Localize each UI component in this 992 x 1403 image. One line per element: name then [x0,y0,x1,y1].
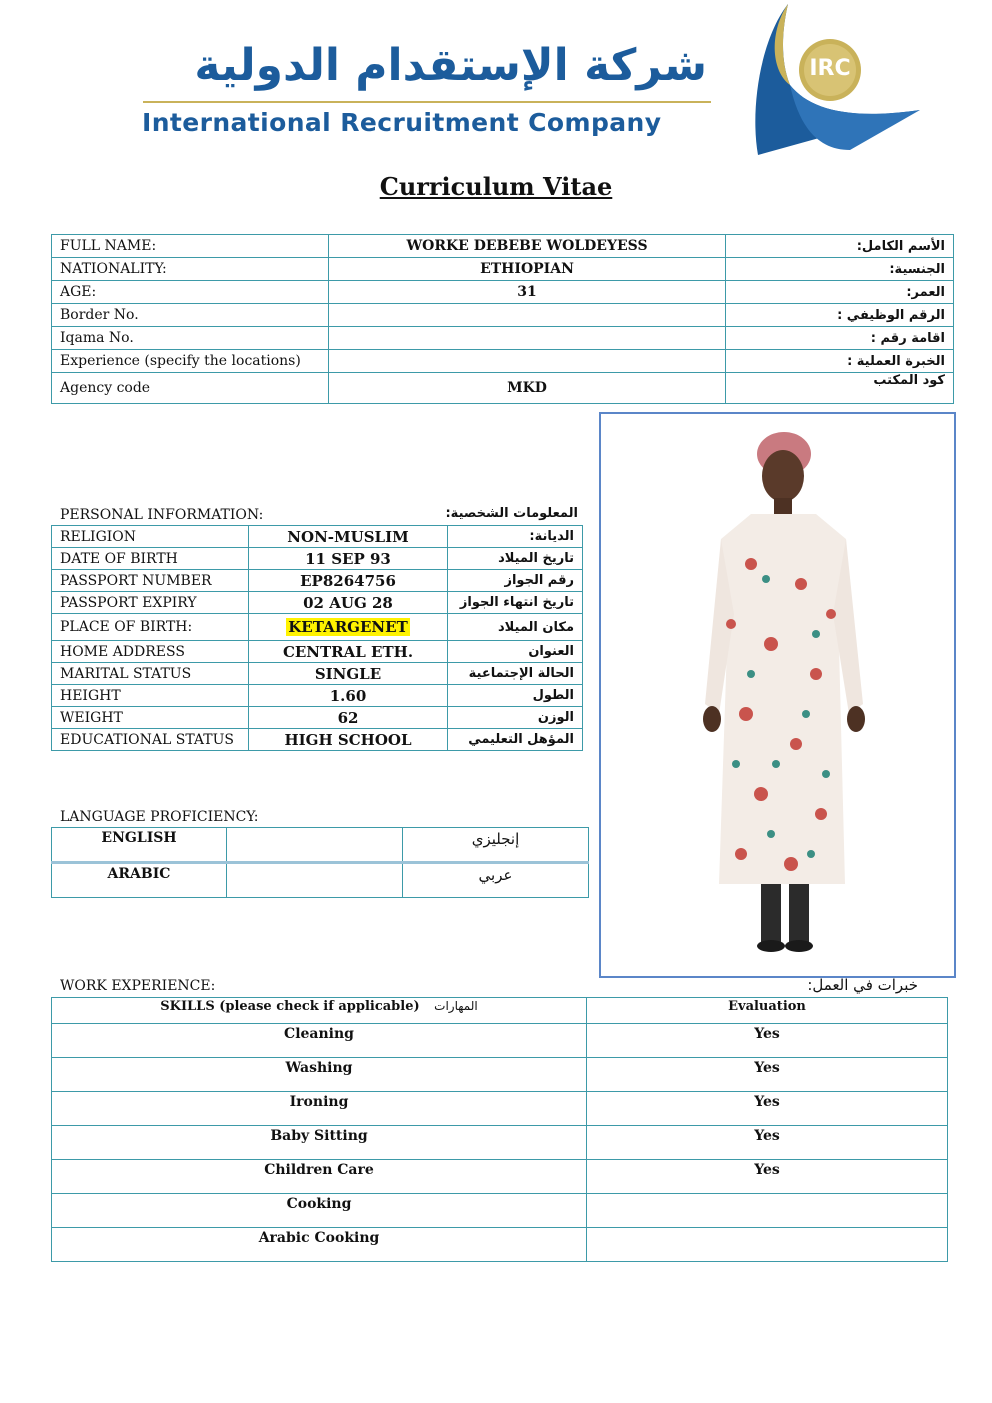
personal-field-label: HEIGHT [52,685,249,707]
table-row [52,281,954,304]
experience-label: Experience (specify the locations) [52,350,329,373]
skill-evaluation [587,1194,948,1228]
personal-field-value-text: EP8264756 [300,571,396,590]
skill-name: Arabic Cooking [52,1228,587,1262]
personal-info-table [51,525,583,751]
experience-value [329,350,726,373]
applicant-photo [599,412,956,978]
company-name-english: International Recruitment Company [142,108,662,137]
table-row [52,863,589,898]
personal-field-label: PASSPORT EXPIRY [52,592,249,614]
nationality-label: NATIONALITY: [52,258,329,281]
iqama-label: Iqama No. [52,327,329,350]
personal-field-value-text: NON-MUSLIM [287,527,409,546]
skill-name: Cooking [52,1194,587,1228]
personal-field-label: PASSPORT NUMBER [52,570,249,592]
skills-header [52,998,587,1024]
language-table [51,827,589,898]
personal-field-value-text: CENTRAL ETH. [282,642,414,661]
personal-field-arabic: الطول [448,685,583,707]
skills-header-label: SKILLS (please check if applicable) [160,999,420,1014]
table-row [52,1194,948,1228]
skill-name: Ironing [52,1092,587,1126]
skill-name: Children Care [52,1160,587,1194]
language-level [227,863,403,898]
personal-field-arabic: رقم الجواز [448,570,583,592]
personal-field-arabic: مكان الميلاد [448,614,583,641]
personal-field-value [249,526,448,548]
full-name-value: WORKE DEBEBE WOLDEYESS [329,235,726,258]
personal-field-value [249,592,448,614]
evaluation-header: Evaluation [587,998,948,1024]
nationality-value: ETHIOPIAN [329,258,726,281]
personal-field-value [249,641,448,663]
table-row [52,729,583,751]
language-name-arabic: عربي [403,863,589,898]
table-row [52,663,583,685]
personal-field-arabic: الحالة الإجتماعية [448,663,583,685]
personal-field-value [249,685,448,707]
agency-label: Agency code [52,373,329,404]
table-row [52,828,589,863]
personal-info-heading-arabic: المعلومات الشخصية: [445,506,578,521]
personal-field-value [249,614,448,641]
skill-name: Cleaning [52,1024,587,1058]
border-label: Border No. [52,304,329,327]
table-row [52,1058,948,1092]
language-name: ARABIC [52,863,227,898]
table-row [52,570,583,592]
table-row [52,685,583,707]
personal-field-value-text: KETARGENET [288,618,408,636]
table-row [52,235,954,258]
full-name-label: FULL NAME: [52,235,329,258]
personal-field-value-text: 02 AUG 28 [303,593,393,612]
age-label: AGE: [52,281,329,304]
personal-field-value-text: 11 SEP 93 [305,549,391,568]
personal-field-arabic: الوزن [448,707,583,729]
table-row [52,1024,948,1058]
experience-arabic: الخبرة العملية : [726,350,954,373]
border-arabic: الرقم الوظيفي : [726,304,954,327]
language-heading: LANGUAGE PROFICIENCY: [60,809,259,825]
table-row [52,1160,948,1194]
person-photo-graphic [601,414,954,976]
table-row [52,1092,948,1126]
company-name-arabic: شركة الإستقدام الدولية [194,40,707,91]
personal-field-value [249,548,448,570]
table-row [52,350,954,373]
skill-evaluation: Yes [587,1024,948,1058]
skill-evaluation: Yes [587,1160,948,1194]
top-info-table [51,234,954,404]
skills-header-arabic: المهارات [434,999,478,1013]
personal-field-label: MARITAL STATUS [52,663,249,685]
table-row [52,592,583,614]
age-arabic: العمر: [726,281,954,304]
personal-field-value-text: HIGH SCHOOL [284,730,412,749]
table-row [52,258,954,281]
page-title: Curriculum Vitae [379,172,613,201]
personal-field-value-text: 1.60 [329,686,367,705]
table-row [52,1228,948,1262]
personal-field-arabic: المؤهل التعليمي [448,729,583,751]
personal-field-value [249,570,448,592]
age-value: 31 [329,281,726,304]
logo-divider [143,101,711,103]
agency-arabic: كود المكتب [726,373,954,404]
skill-evaluation: Yes [587,1058,948,1092]
personal-field-arabic: الديانة: [448,526,583,548]
personal-field-label: HOME ADDRESS [52,641,249,663]
personal-field-label: WEIGHT [52,707,249,729]
table-header-row [52,998,948,1024]
table-row [52,526,583,548]
skill-evaluation: Yes [587,1126,948,1160]
personal-field-label: DATE OF BIRTH [52,548,249,570]
personal-field-arabic: العنوان [448,641,583,663]
full-name-arabic: الأسم الكامل: [726,235,954,258]
language-name: ENGLISH [52,828,227,863]
skill-evaluation [587,1228,948,1262]
personal-info-heading: PERSONAL INFORMATION: [60,507,264,523]
nationality-arabic: الجنسية: [726,258,954,281]
iqama-arabic: اقامة رقم : [726,327,954,350]
work-experience-heading-arabic: خبرات في العمل: [807,976,918,994]
iqama-value [329,327,726,350]
personal-field-arabic: تاريخ الميلاد [448,548,583,570]
language-name-arabic: إنجليزي [403,828,589,863]
skill-name: Baby Sitting [52,1126,587,1160]
personal-field-value [249,729,448,751]
table-row [52,373,954,404]
personal-field-arabic: تاريخ انتهاء الجواز [448,592,583,614]
language-level [227,828,403,863]
border-value [329,304,726,327]
personal-field-value-text: SINGLE [314,664,382,683]
personal-field-label: EDUCATIONAL STATUS [52,729,249,751]
agency-value: MKD [329,373,726,404]
personal-field-label: RELIGION [52,526,249,548]
table-row [52,1126,948,1160]
table-row [52,304,954,327]
table-row [52,614,583,641]
table-row [52,641,583,663]
personal-field-value [249,707,448,729]
table-row [52,707,583,729]
table-row [52,548,583,570]
table-row [52,327,954,350]
work-skills-table [51,997,948,1262]
personal-field-value [249,663,448,685]
work-experience-heading: WORK EXPERIENCE: [60,978,216,994]
skill-evaluation: Yes [587,1092,948,1126]
personal-field-label: PLACE OF BIRTH: [52,614,249,641]
skill-name: Washing [52,1058,587,1092]
personal-field-value-text: 62 [337,708,359,727]
logo-badge-text: IRC [809,56,851,81]
